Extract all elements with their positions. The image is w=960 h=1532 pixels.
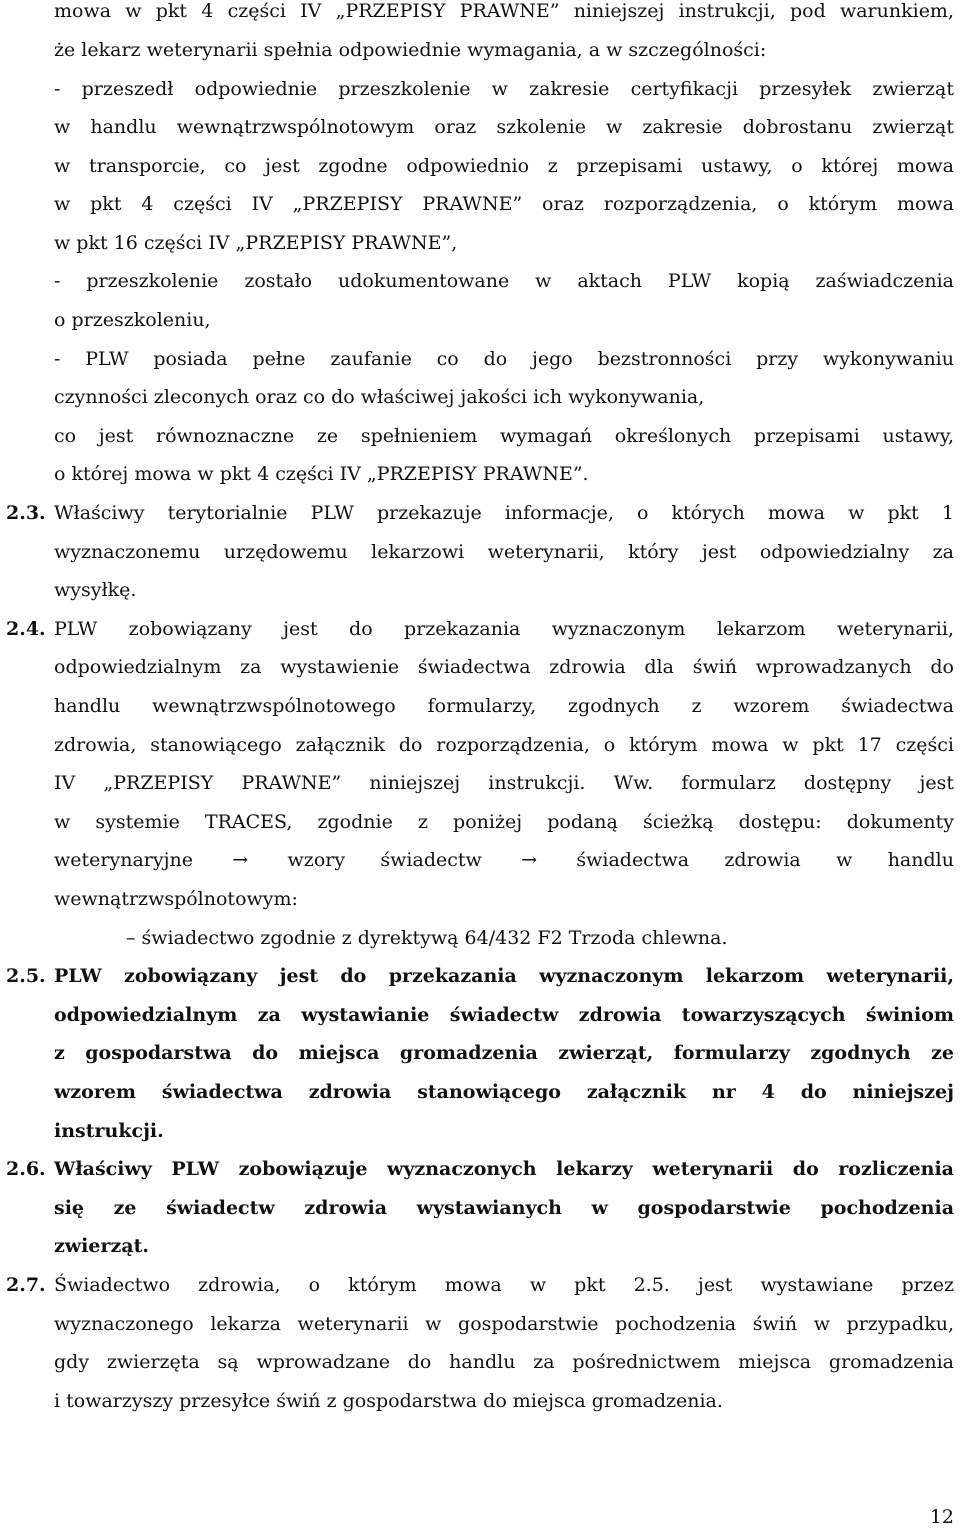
path-part: świadectw xyxy=(380,849,482,871)
text-line: zdrowia, stanowiącego załącznik do rozporządzenia, o którym mowa w pkt 17 części xyxy=(54,734,954,756)
text-line: PLW zobowiązany jest do przekazania wyznaczonym lekarzom weterynarii, xyxy=(54,965,954,987)
text-line: o której mowa w pkt 4 części IV „PRZEPISY PRAWNE”. xyxy=(54,463,589,485)
text-line: w handlu wewnątrzwspólnotowym oraz szkolenie w zakresie dobrostanu zwierząt xyxy=(54,116,954,138)
text-line: czynności zleconych oraz co do właściwej jakości ich wykonywania, xyxy=(54,386,705,408)
text-line: Świadectwo zdrowia, o którym mowa w pkt 2.5. jest wystawiane przez xyxy=(54,1274,954,1296)
page-number: 12 xyxy=(929,1506,954,1528)
text-line: wyznaczonego lekarza weterynarii w gospodarstwie pochodzenia świń w przypadku, xyxy=(54,1313,954,1335)
path-part: świadectwa xyxy=(576,849,690,871)
text-line: Właściwy terytorialnie PLW przekazuje informacje, o których mowa w pkt 1 xyxy=(54,502,954,524)
path-part: handlu xyxy=(887,849,954,871)
text-line: w pkt 4 części IV „PRZEPISY PRAWNE” oraz rozporządzenia, o którym mowa xyxy=(54,193,954,215)
text-line: wyznaczonemu urzędowemu lekarzowi weterynarii, który jest odpowiedzialny za xyxy=(54,541,954,563)
paragraph-number: 2.6. xyxy=(6,1158,46,1180)
text-line: handlu wewnątrzwspólnotowego formularzy, zgodnych z wzorem świadectwa xyxy=(54,695,954,717)
text-line: z gospodarstwa do miejsca gromadzenia zwierząt, formularzy zgodnych ze xyxy=(54,1042,954,1064)
text-line: w transporcie, co jest zgodne odpowiednio z przepisami ustawy, o której mowa xyxy=(54,155,954,177)
text-line: się ze świadectw zdrowia wystawianych w gospodarstwie pochodzenia xyxy=(54,1197,954,1219)
access-path-line xyxy=(54,847,954,873)
text-line: odpowiedzialnym za wystawienie świadectwa zdrowia dla świń wprowadzanych do xyxy=(54,656,954,678)
arrow-right-icon: → xyxy=(521,849,538,871)
paragraph-number: 2.4. xyxy=(6,618,46,640)
path-part: weterynaryjne xyxy=(54,849,193,871)
text-line: w pkt 16 części IV „PRZEPISY PRAWNE”, xyxy=(54,232,458,254)
arrow-right-icon: → xyxy=(232,849,249,871)
path-part: w xyxy=(836,849,853,871)
text-line: że lekarz weterynarii spełnia odpowiednie wymagania, a w szczególności: xyxy=(54,39,767,61)
text-line: wzorem świadectwa zdrowia stanowiącego załącznik nr 4 do niniejszej xyxy=(54,1081,954,1103)
text-line: - PLW posiada pełne zaufanie co do jego bezstronności przy wykonywaniu xyxy=(54,348,954,370)
text-line: PLW zobowiązany jest do przekazania wyznaczonym lekarzom weterynarii, xyxy=(54,618,954,640)
text-line: o przeszkoleniu, xyxy=(54,309,211,331)
text-line: i towarzyszy przesyłce świń z gospodarstwa do miejsca gromadzenia. xyxy=(54,1390,723,1412)
text-line: odpowiedzialnym za wystawianie świadectw zdrowia towarzyszących świniom xyxy=(54,1004,954,1026)
text-line: gdy zwierzęta są wprowadzane do handlu za pośrednictwem miejsca gromadzenia xyxy=(54,1351,954,1373)
paragraph-number: 2.5. xyxy=(6,965,46,987)
text-line: - przeszedł odpowiednie przeszkolenie w zakresie certyfikacji przesyłek zwierząt xyxy=(54,78,954,100)
path-part: zdrowia xyxy=(724,849,801,871)
path-part: wzory xyxy=(287,849,346,871)
text-line: wysyłkę. xyxy=(54,579,137,601)
text-line: instrukcji. xyxy=(54,1120,164,1142)
text-line: zwierząt. xyxy=(54,1235,149,1257)
text-line: co jest równoznaczne ze spełnieniem wymagań określonych przepisami ustawy, xyxy=(54,425,954,447)
text-line: mowa w pkt 4 części IV „PRZEPISY PRAWNE” niniejszej instrukcji, pod warunkiem, xyxy=(54,0,954,22)
paragraph-number: 2.7. xyxy=(6,1274,46,1296)
text-line: - przeszkolenie zostało udokumentowane w aktach PLW kopią zaświadczenia xyxy=(54,270,954,292)
text-line: Właściwy PLW zobowiązuje wyznaczonych lekarzy weterynarii do rozliczenia xyxy=(54,1158,954,1180)
certificate-item: – świadectwo zgodnie z dyrektywą 64/432 F2 Trzoda chlewna. xyxy=(126,927,728,949)
text-line: wewnątrzwspólnotowym: xyxy=(54,888,298,910)
text-line: IV „PRZEPISY PRAWNE” niniejszej instrukcji. Ww. formularz dostępny jest xyxy=(54,772,954,794)
text-line: w systemie TRACES, zgodnie z poniżej podaną ścieżką dostępu: dokumenty xyxy=(54,811,954,833)
paragraph-number: 2.3. xyxy=(6,502,46,524)
